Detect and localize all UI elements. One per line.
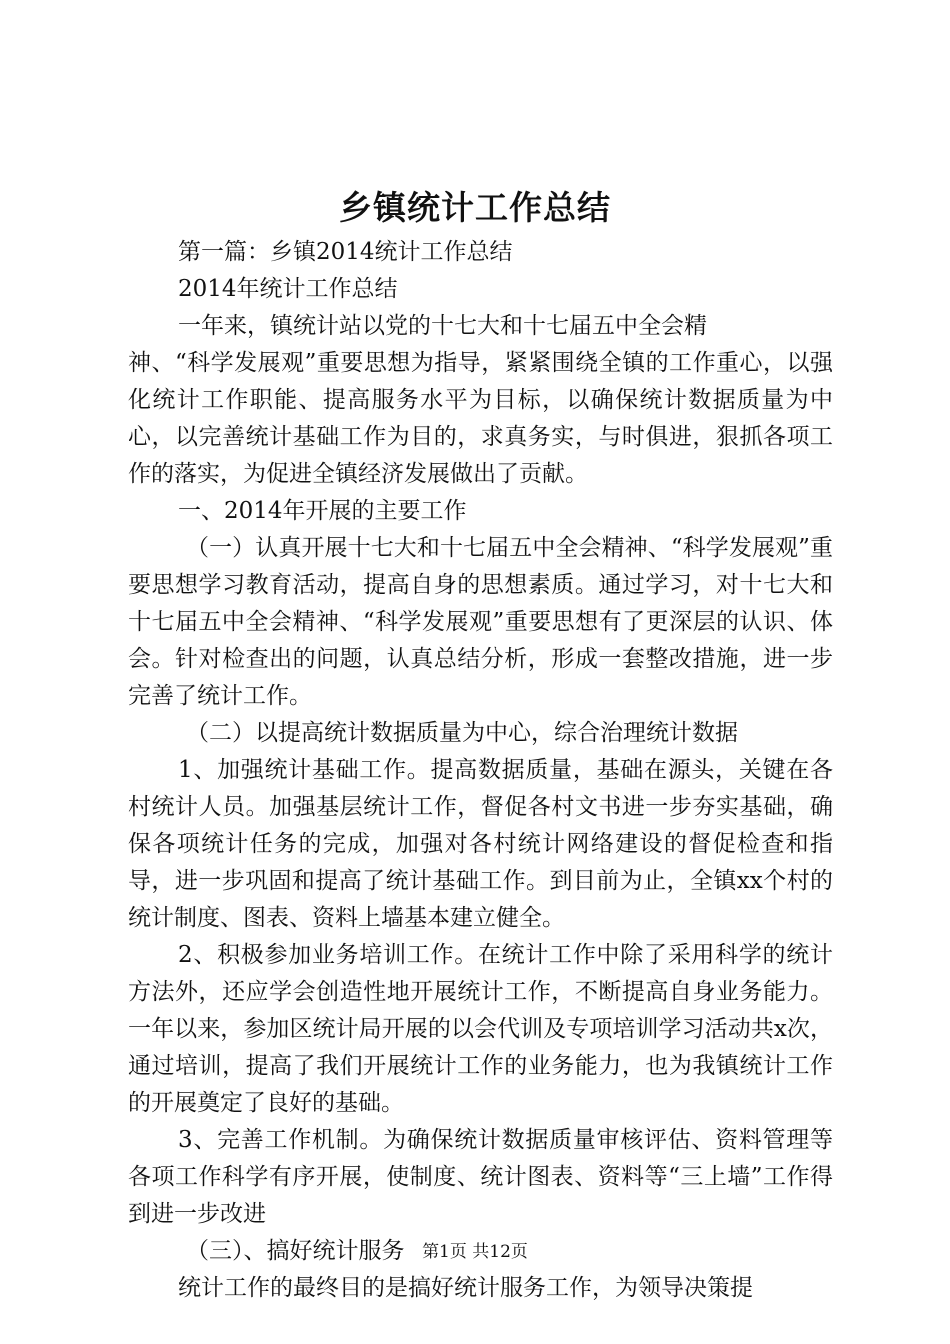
paragraph-item-two: （二）以提高统计数据质量为中心，综合治理统计数据 (186, 720, 738, 746)
paragraph-intro-line: 一年来，镇统计站以党的十七大和十七届五中全会精 (178, 313, 707, 339)
page-footer: 第1页 共12页 (422, 1242, 528, 1262)
paragraph-point-two: 2、积极参加业务培训工作。在统计工作中除了采用科学的统计方法外，还应学会创造性地开展统计工作，不断提高自身业务能力。一年以来，参加区统计局开展的以会代训及专项培训学习活动共x次，通过培训，提高了我们开展统计工作的业务能力，也为我镇统计工作的开展奠定了良好的基础。 (128, 942, 833, 1116)
paragraph-intro-body: 神、“科学发展观”重要思想为指导，紧紧围绕全镇的工作重心，以强化统计工作职能、提高服务水平为目标，以确保统计数据质量为中心，以完善统计基础工作为目的，求真务实，与时俱进，狠抓各项工作的落实，为促进全镇经济发展做出了贡献。 (128, 350, 833, 487)
document-title: 乡镇统计工作总结 (339, 188, 611, 227)
paragraph-closing: 统计工作的最终目的是搞好统计服务工作，为领导决策提 (178, 1275, 753, 1301)
paragraph-point-three: 3、完善工作机制。为确保统计数据质量审核评估、资料管理等各项工作科学有序开展，使制度、统计图表、资料等“三上墙”工作得到进一步改进 (128, 1127, 833, 1227)
paragraph-item-three: （三）、搞好统计服务 (186, 1238, 405, 1264)
paragraph-subtitle: 2014年统计工作总结 (178, 276, 398, 302)
paragraph-section-heading: 一、2014年开展的主要工作 (178, 498, 467, 524)
document-body (128, 234, 833, 1307)
paragraph-point-one: 1、加强统计基础工作。提高数据质量，基础在源头，关键在各村统计人员。加强基层统计工作，督促各村文书进一步夯实基础，确保各项统计任务的完成，加强对各村统计网络建设的督促检查和指导，进一步巩固和提高了统计基础工作。到目前为止，全镇xx个村的统计制度、图表、资料上墙基本建立健全。 (128, 757, 833, 931)
paragraph-chapter-heading: 第一篇：乡镇2014统计工作总结 (178, 239, 513, 265)
paragraph-item-one: （一）认真开展十七大和十七届五中全会精神、“科学发展观”重要思想学习教育活动，提高自身的思想素质。通过学习，对十七大和十七届五中全会精神、“科学发展观”重要思想有了更深层的认识、体会。针对检查出的问题，认真总结分析，形成一套整改措施，进一步完善了统计工作。 (128, 535, 833, 709)
